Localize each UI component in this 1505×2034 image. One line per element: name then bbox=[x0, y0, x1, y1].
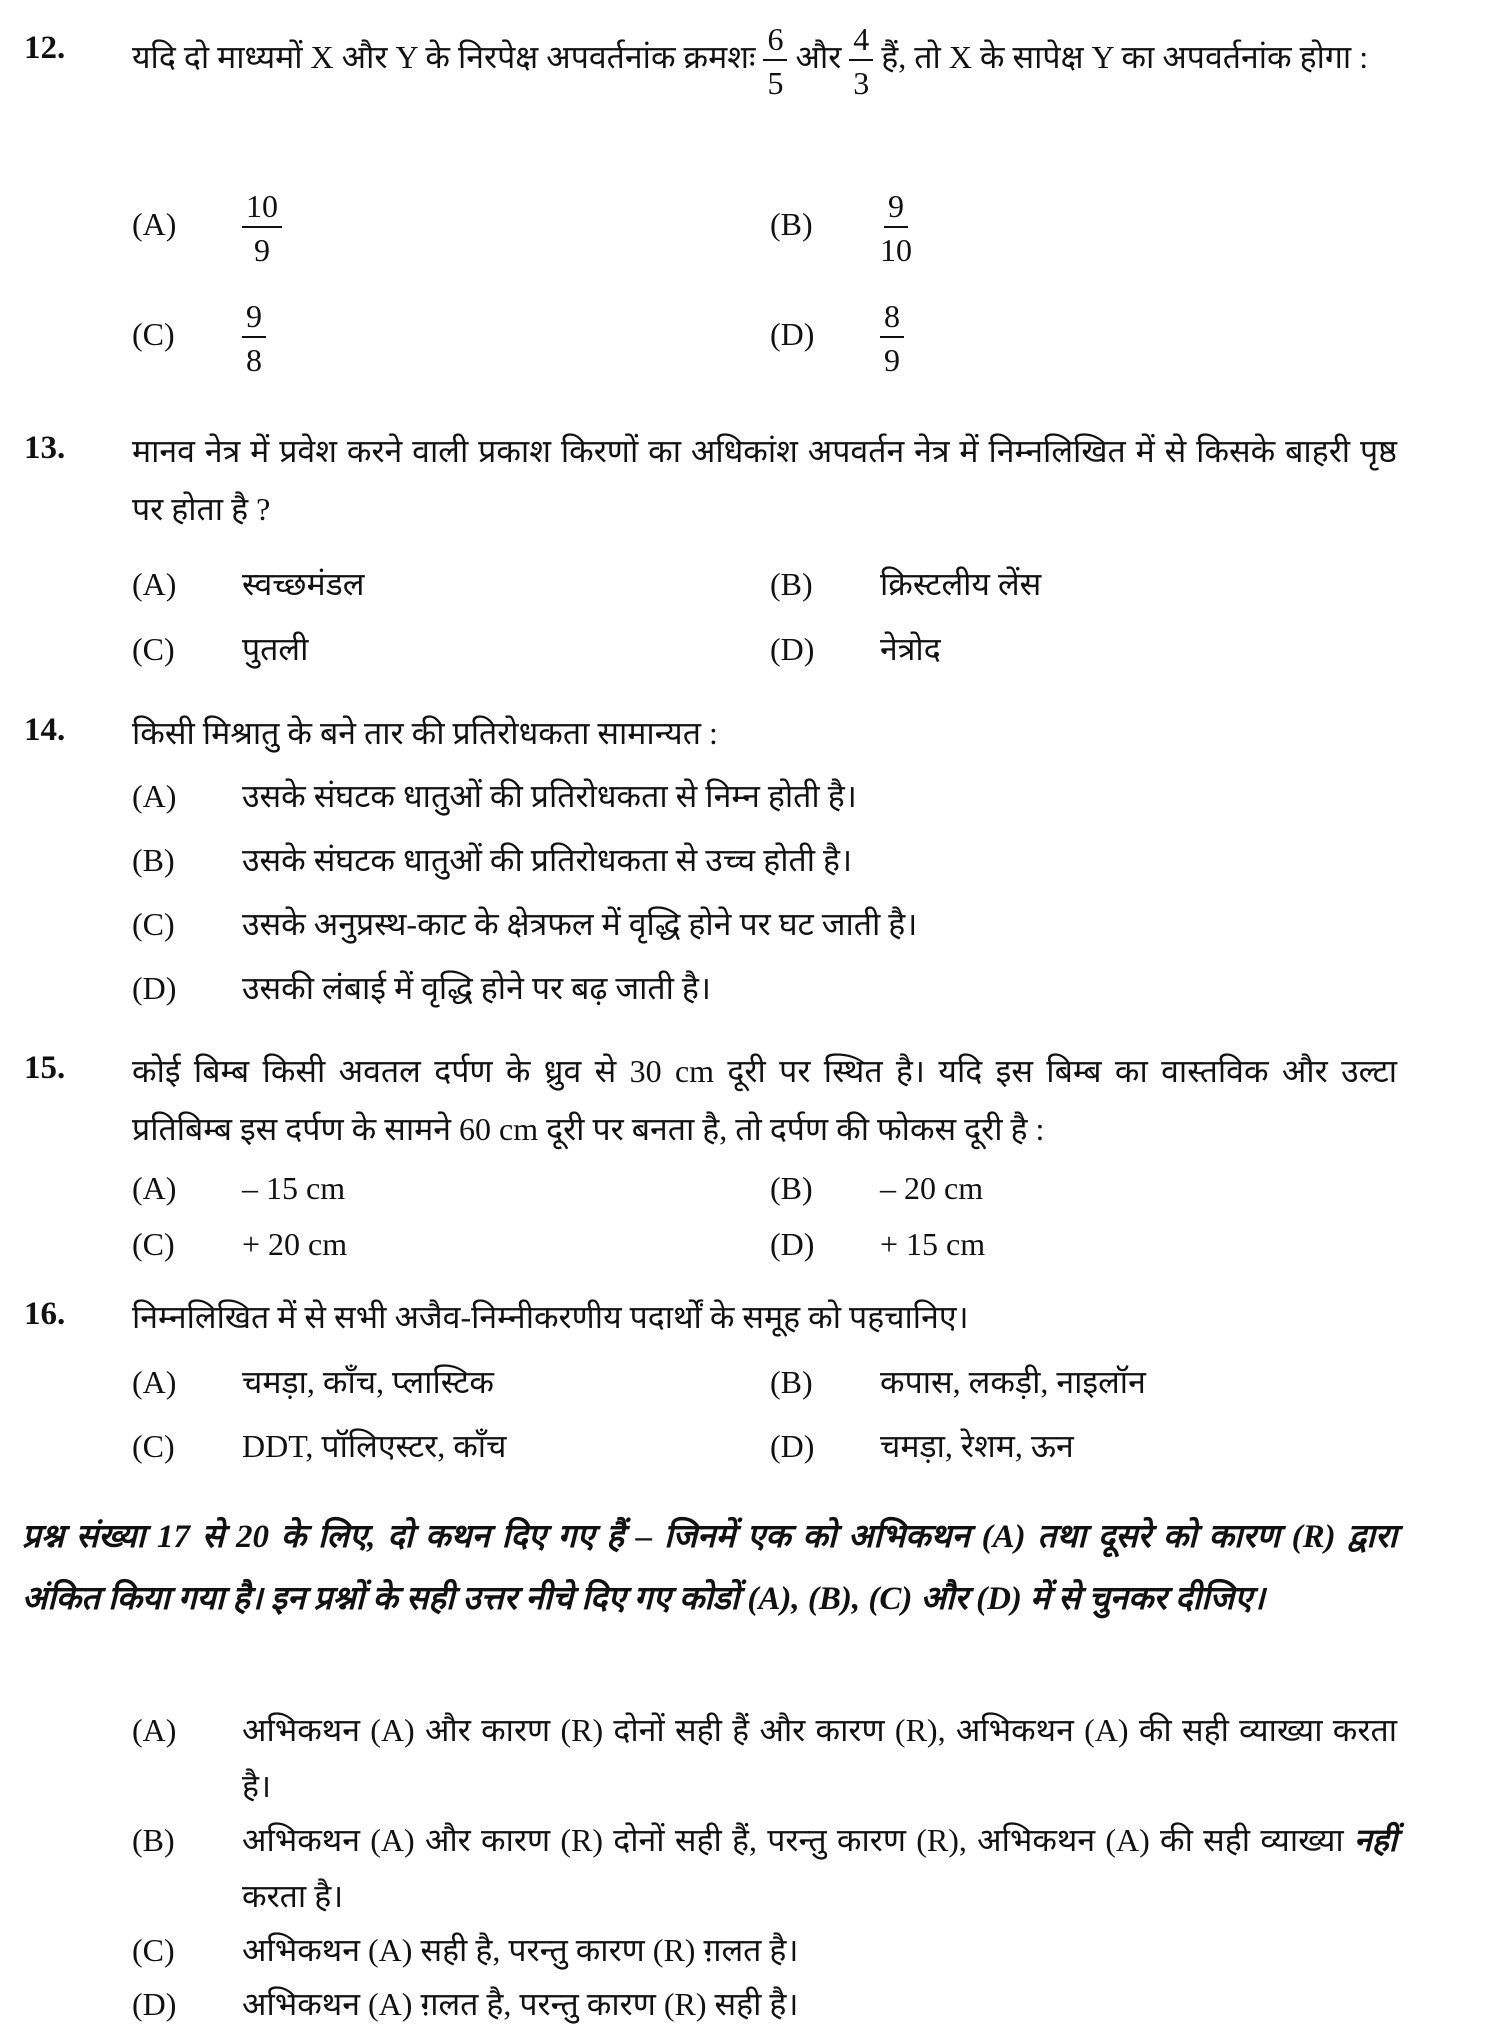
question-12-option-d[interactable]: (D) $\frac{8}{9}$ bbox=[770, 300, 904, 376]
option-fraction: $\frac{8}{9}$ bbox=[880, 300, 904, 376]
question-13-option-c[interactable]: (C) पुतली bbox=[132, 631, 309, 667]
question-16-option-c[interactable]: (C) DDT, पॉलिएस्टर, काँच bbox=[132, 1428, 507, 1464]
question-14-option-d[interactable]: (D) उसकी लंबाई में वृद्धि होने पर बढ़ जाती है। bbox=[132, 970, 712, 1006]
question-13-option-b[interactable]: (B) क्रिस्टलीय लेंस bbox=[770, 566, 1042, 602]
fraction-4-3: $\frac{4}{3}$ bbox=[849, 23, 873, 99]
question-16-number: 16. bbox=[24, 1296, 66, 1332]
code-option-b: (B) अभिकथन (A) और कारण (R) दोनों सही हैं, परन्तु कारण (R), अभिकथन (A) की सही व्याख्या नहीं करता है। bbox=[132, 1822, 1398, 1914]
question-15-option-a[interactable]: (A) – 15 cm bbox=[132, 1170, 346, 1206]
assertion-reason-instruction: प्रश्न संख्या 17 से 20 के लिए, दो कथन दिए गए हैं – जिनमें एक को अभिकथन (A) तथा दूसरे को कारण (R) द्वारा अंकित किया गया है। इन प्रश्नों के सही उत्तर नीचे दिए गए कोडों (A), (B), (C) और (D) में से चुनकर दीजिए। bbox=[22, 1519, 1397, 1617]
emphasis-not: नहीं bbox=[1353, 1822, 1398, 1858]
question-12-option-b[interactable]: (B) $\frac{9}{10}$ bbox=[770, 188, 912, 268]
question-12-number: 12. bbox=[24, 30, 66, 66]
question-14-text: किसी मिश्रातु के बने तार की प्रतिरोधकता सामान्यत : bbox=[132, 715, 718, 751]
question-15-option-b[interactable]: (B) – 20 cm bbox=[770, 1170, 984, 1206]
option-fraction: $\frac{10}{9}$ bbox=[242, 190, 282, 266]
question-12-option-a[interactable]: (A) $\frac{10}{9}$ bbox=[132, 190, 282, 266]
question-14-option-a[interactable]: (A) उसके संघटक धातुओं की प्रतिरोधकता से निम्न होती है। bbox=[132, 778, 857, 814]
question-16-option-a[interactable]: (A) चमड़ा, काँच, प्लास्टिक bbox=[132, 1364, 494, 1400]
question-14-option-c[interactable]: (C) उसके अनुप्रस्थ-काट के क्षेत्रफल में वृद्धि होने पर घट जाती है। bbox=[132, 906, 918, 942]
code-option-a: (A) अभिकथन (A) और कारण (R) दोनों सही हैं और कारण (R), अभिकथन (A) की सही व्याख्या करता है। bbox=[132, 1712, 1397, 1804]
question-14-number: 14. bbox=[24, 712, 66, 748]
question-15-number: 15. bbox=[24, 1050, 66, 1086]
question-13-option-d[interactable]: (D) नेत्रोद bbox=[770, 631, 941, 667]
code-option-c: (C) अभिकथन (A) सही है, परन्तु कारण (R) ग़लत है। bbox=[132, 1932, 799, 1968]
code-option-d: (D) अभिकथन (A) ग़लत है, परन्तु कारण (R) सही है। bbox=[132, 1986, 799, 2022]
question-13-option-a[interactable]: (A) स्वच्छमंडल bbox=[132, 566, 365, 602]
question-12-text bbox=[132, 14, 1397, 100]
question-13-text: मानव नेत्र में प्रवेश करने वाली प्रकाश किरणों का अधिकांश अपवर्तन नेत्र में निम्नलिखित में से किसके बाहरी पृष्ठ पर होता है ? bbox=[132, 433, 1397, 527]
question-15-option-c[interactable]: (C) + 20 cm bbox=[132, 1226, 348, 1262]
question-14-option-b[interactable]: (B) उसके संघटक धातुओं की प्रतिरोधकता से उच्च होती है। bbox=[132, 842, 853, 878]
question-16-option-b[interactable]: (B) कपास, लकड़ी, नाइलॉन bbox=[770, 1364, 1146, 1400]
question-16-option-d[interactable]: (D) चमड़ा, रेशम, ऊन bbox=[770, 1428, 1074, 1464]
fraction-6-5: $\frac{6}{5}$ bbox=[763, 23, 787, 99]
question-13-number: 13. bbox=[24, 430, 66, 466]
question-12-option-c[interactable]: (C) $\frac{9}{8}$ bbox=[132, 300, 266, 376]
question-12-text-after: हैं, तो X के सापेक्ष Y का अपवर्तनांक होगा : bbox=[881, 39, 1369, 75]
question-15-option-d[interactable]: (D) + 15 cm bbox=[770, 1226, 986, 1262]
question-16-text: निम्नलिखित में से सभी अजैव-निम्नीकरणीय पदार्थों के समूह को पहचानिए। bbox=[132, 1299, 969, 1335]
question-12-text-before: यदि दो माध्यमों X और Y के निरपेक्ष अपवर्तनांक क्रमशः bbox=[132, 39, 756, 75]
question-15-text: कोई बिम्ब किसी अवतल दर्पण के ध्रुव से 30 cm दूरी पर स्थित है। यदि इस बिम्ब का वास्तविक और उल्टा प्रतिबिम्ब इस दर्पण के सामने 60 cm दूरी पर बनता है, तो दर्पण की फोकस दूरी है : bbox=[132, 1053, 1397, 1147]
option-fraction: $\frac{9}{8}$ bbox=[242, 300, 266, 376]
question-12-text-middle: और bbox=[795, 39, 842, 75]
option-fraction: $\frac{9}{10}$ bbox=[880, 188, 912, 268]
